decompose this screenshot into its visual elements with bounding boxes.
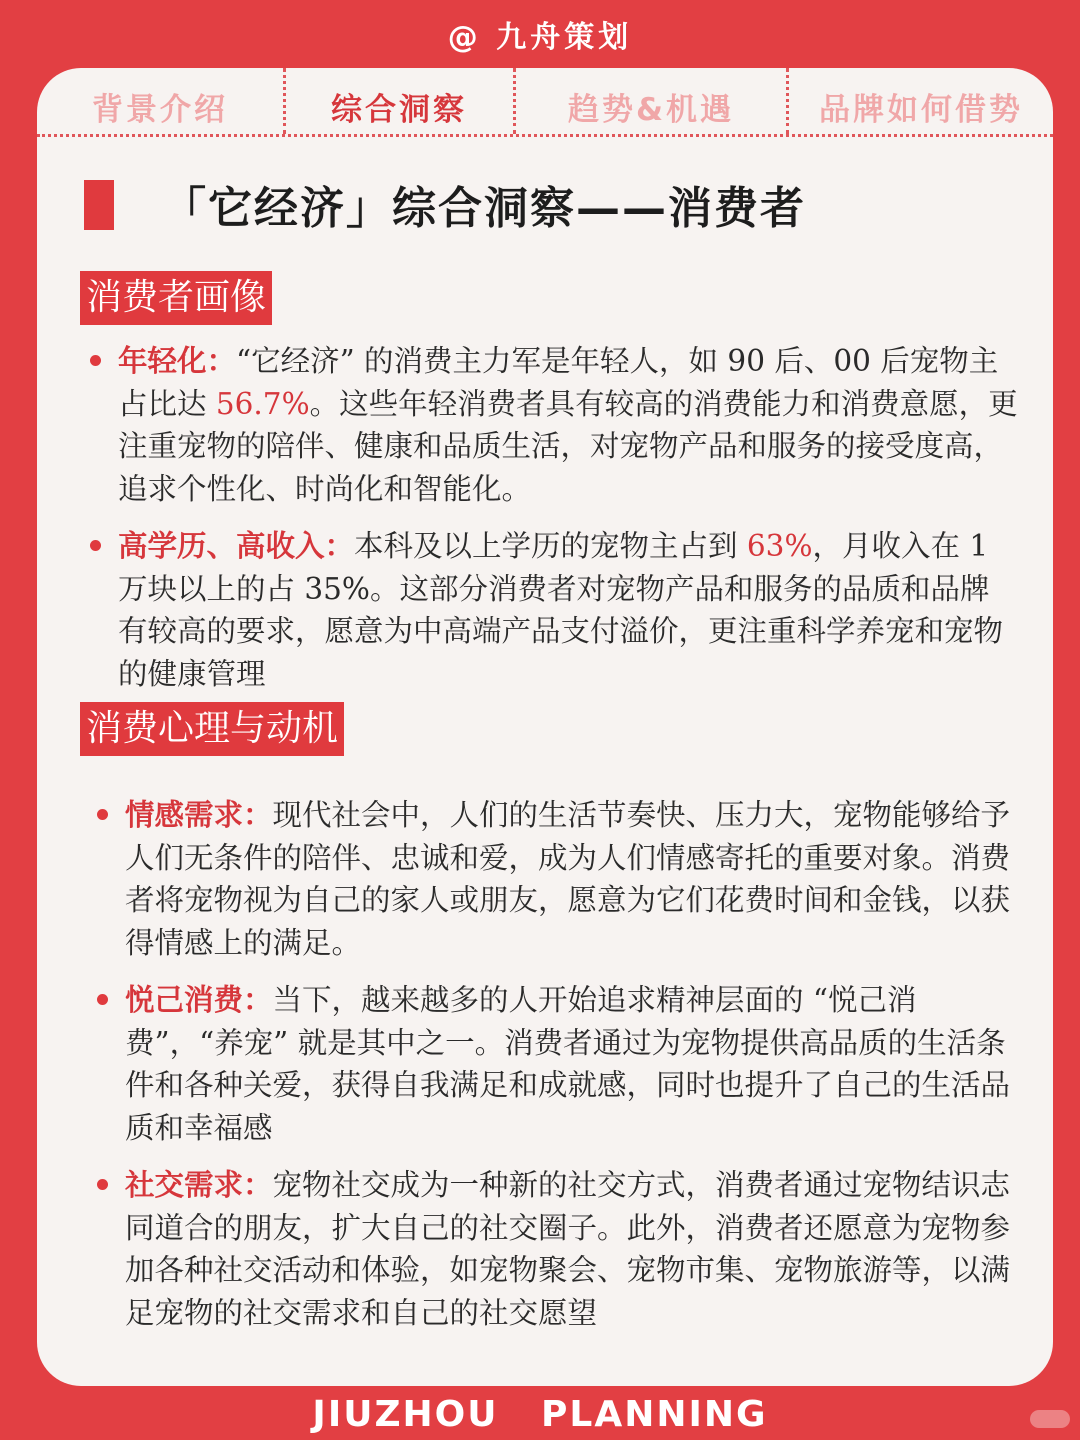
watermark-badge: [1030, 1410, 1070, 1428]
section-label-psychology: 消费心理与动机: [80, 702, 344, 756]
tab-bar: [37, 68, 1053, 137]
bullet-highlight: 56.7%: [215, 386, 310, 421]
brand-footer: JIUZHOU PLANNING: [312, 1394, 768, 1435]
list-item: [125, 794, 1025, 964]
bullet-text: 现代社会中，人们的生活节奏快、压力大，宠物能够给予人们无条件的陪伴、忠诚和爱，成为人们情感寄托的重要对象。消费者将宠物视为自己的家人或朋友，愿意为它们花费时间和金钱，以获得情感上的满足。: [125, 798, 1011, 960]
bullet-dot: [97, 994, 108, 1005]
page-title: 「它经济」综合洞察——消费者: [162, 183, 806, 234]
bullet-keyword: 情感需求：: [125, 797, 273, 832]
bullet-text: 当下，越来越多的人开始追求精神层面的 “悦己消费”，“养宠” 就是其中之一。消费者通过为宠物提供高品质的生活条件和各种关爱，获得自我满足和成就感，同时也提升了自己的生活品质和幸福感: [125, 983, 1011, 1145]
bullet-keyword: 年轻化：: [118, 343, 237, 378]
bullet-dot: [97, 809, 108, 820]
bullet-keyword: 高学历、高收入：: [118, 528, 355, 563]
title-marker: [84, 180, 114, 230]
tab-brand[interactable]: 品牌如何借势: [819, 92, 1023, 128]
bullet-text: 。这些年轻消费者具有较高的消费能力和消费意愿，更注重宠物的陪伴、健康和品质生活，对宠物产品和服务的接受度高，追求个性化、时尚化和智能化。: [118, 386, 1018, 506]
list-item: [118, 525, 1018, 695]
content-card: [37, 68, 1053, 1386]
bullet-dot: [97, 1179, 108, 1190]
bullet-text: ，月收入在 1 万块以上的占 35%。这部分消费者对宠物产品和服务的品质和品牌有较高的要求，愿意为中高端产品支付溢价，更注重科学养宠和宠物的健康管理: [118, 529, 1004, 691]
bullet-text: “它经济” 的消费主力军是年轻人，如 90 后、00 后宠物主占比达: [118, 344, 999, 421]
bullet-text: 宠物社交成为一种新的社交方式，消费者通过宠物结识志同道合的朋友，扩大自己的社交圈子。此外，消费者还愿意为宠物参加各种社交活动和体验，如宠物聚会、宠物市集、宠物旅游等，以满足宠物的社交需求和自己的社交愿望: [125, 1168, 1011, 1330]
list-item: [125, 979, 1025, 1149]
list-item: [118, 340, 1018, 510]
tab-insight[interactable]: 综合洞察: [331, 92, 467, 128]
section-label-consumer-profile: 消费者画像: [80, 271, 272, 325]
bullet-keyword: 悦己消费：: [125, 982, 273, 1017]
bullet-keyword: 社交需求：: [125, 1167, 273, 1202]
bullet-dot: [90, 540, 101, 551]
bullet-highlight: 63%: [746, 529, 813, 563]
list-item: [125, 1164, 1025, 1334]
bullet-text: 本科及以上学历的宠物主占到: [354, 529, 747, 563]
tab-trends[interactable]: 趋势&机遇: [567, 92, 735, 128]
brand-header: @ 九舟策划: [447, 20, 633, 55]
bullet-dot: [90, 355, 101, 366]
tab-background[interactable]: 背景介绍: [92, 92, 228, 128]
